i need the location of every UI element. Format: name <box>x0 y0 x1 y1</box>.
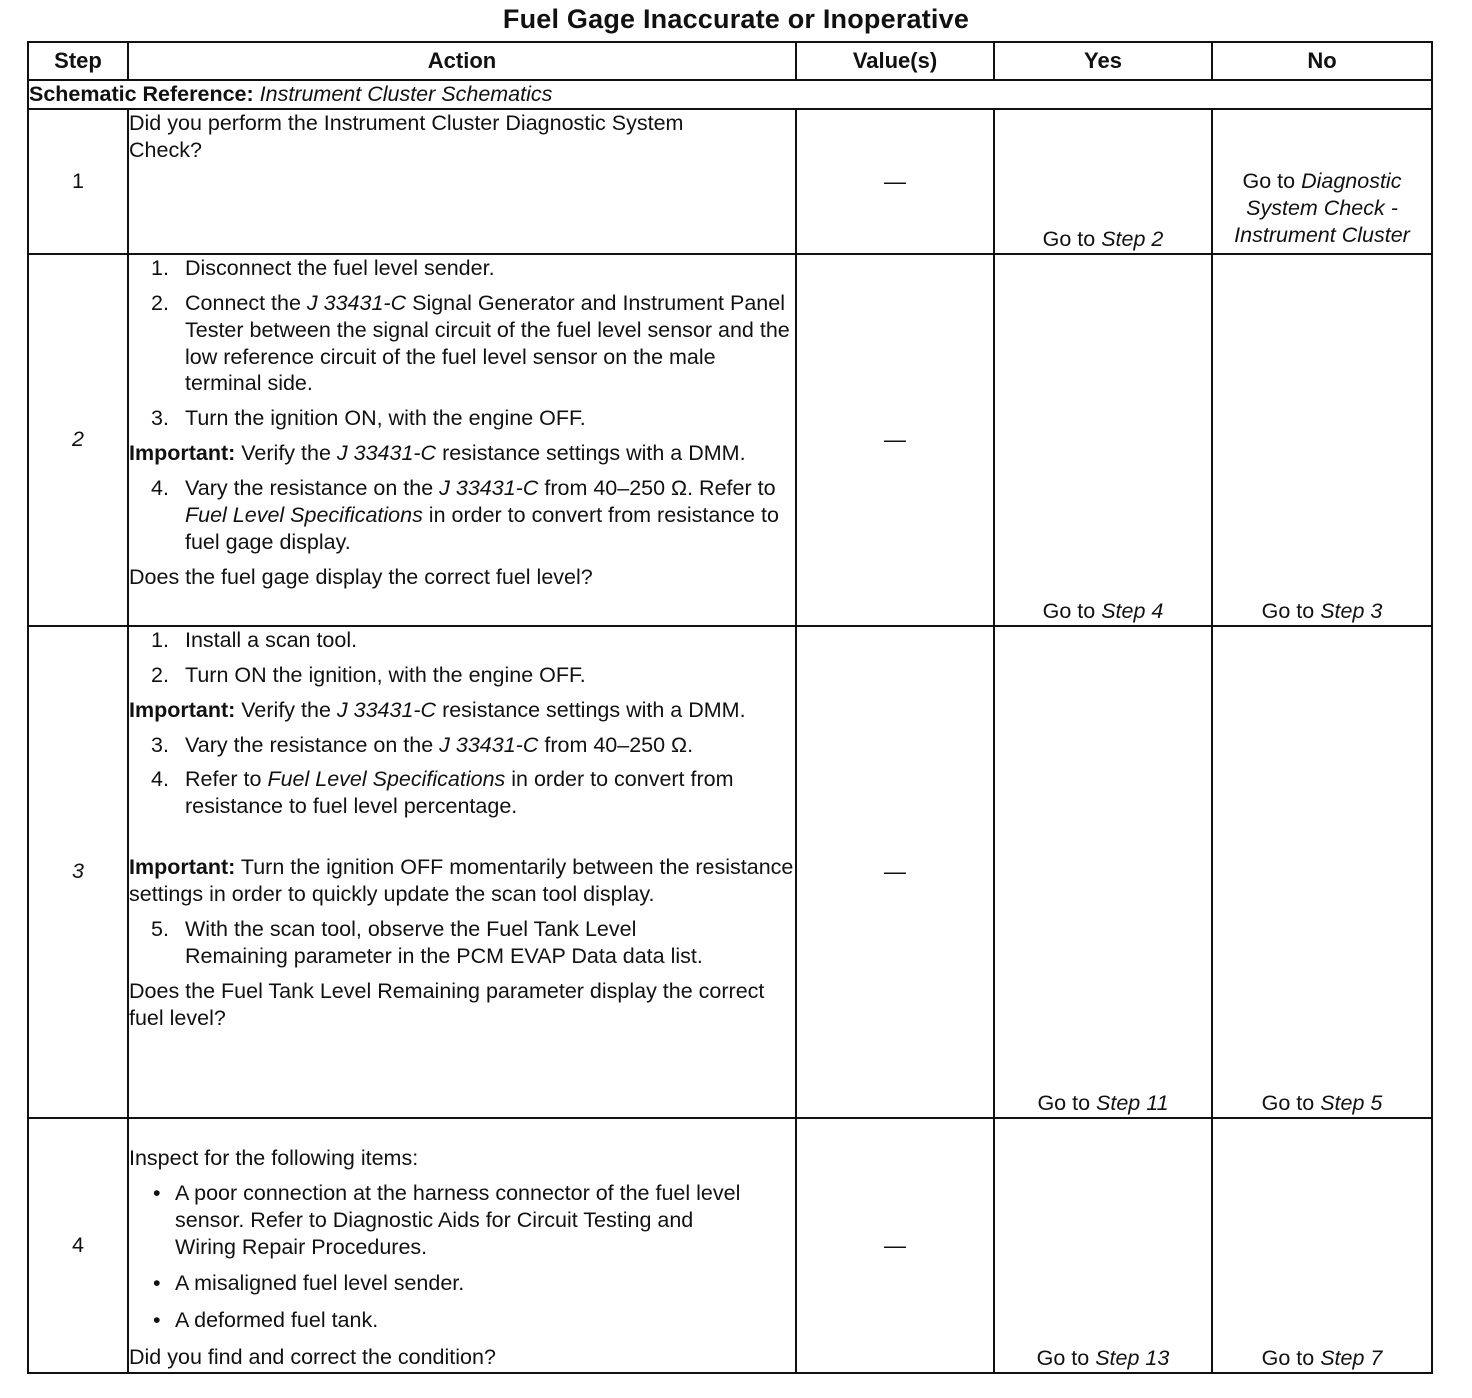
action-question: Does the Fuel Tank Level Remaining parameter display the correct fuel level? <box>129 978 765 1030</box>
item-number: 4. <box>151 476 169 500</box>
item-number: 1. <box>151 627 169 652</box>
important-label: Important: <box>129 697 236 722</box>
no-cell <box>1212 626 1432 1118</box>
header-action: Action <box>128 42 796 80</box>
schematic-row <box>28 80 1432 109</box>
header-yes: Yes <box>994 42 1212 80</box>
table-row <box>28 109 1432 254</box>
text-part: Vary the resistance on the <box>185 732 440 757</box>
text-part: Vary the resistance on the <box>185 476 440 500</box>
action-question: Did you find and correct the condition? <box>129 1345 496 1370</box>
list-item <box>153 1270 795 1297</box>
list-item <box>151 916 795 970</box>
yes-prefix: Go to <box>1042 599 1102 623</box>
value-cell: — <box>796 109 994 254</box>
table-row <box>28 1118 1432 1373</box>
item-number: 1. <box>151 255 169 280</box>
spec-ref: Fuel Level Specifications <box>267 767 506 792</box>
schematic-text: Instrument Cluster Schematics <box>259 82 553 106</box>
table-row <box>28 254 1432 626</box>
action-question: Does the fuel gage display the correct fuel level? <box>129 564 593 589</box>
item-number: 3. <box>151 732 169 757</box>
text-part: Turn the ignition OFF momentarily between the resistance settings in order to quickly update the scan tool display. <box>129 855 794 906</box>
important-note <box>129 854 795 908</box>
important-note <box>129 697 795 724</box>
text-part: Connect the <box>185 290 307 315</box>
no-prefix: Go to <box>1261 1346 1321 1370</box>
no-prefix: Go to <box>1242 169 1302 194</box>
action-cell <box>128 1118 796 1373</box>
item-text <box>185 475 795 556</box>
list-item <box>151 475 795 556</box>
list-item <box>151 732 795 759</box>
text-part: Verify the <box>235 441 337 466</box>
item-number: 3. <box>151 406 169 431</box>
text-part: resistance settings with a DMM. <box>436 697 746 722</box>
text-part: from 40–250 Ω. Refer to <box>538 476 776 500</box>
no-ref: Diagnostic System Check - Instrument Cluster <box>1234 169 1410 247</box>
yes-ref: Step 4 <box>1101 599 1164 623</box>
text-part: resistance settings with a DMM. <box>436 441 746 466</box>
yes-prefix: Go to <box>1036 1346 1096 1370</box>
yes-ref: Step 2 <box>1101 227 1164 251</box>
header-step: Step <box>28 42 128 80</box>
list-item <box>151 405 795 432</box>
step-number: 2 <box>28 254 128 626</box>
schematic-reference <box>28 80 1432 109</box>
item-text: A misaligned fuel level sender. <box>175 1271 465 1296</box>
important-label: Important: <box>129 855 236 880</box>
tool-ref: J 33431-C <box>336 697 437 722</box>
item-text: Turn ON the ignition, with the engine OFF. <box>185 662 586 687</box>
bullet-marker: • <box>153 1308 161 1333</box>
yes-cell <box>994 1118 1212 1373</box>
bullet-marker: • <box>153 1180 161 1205</box>
item-text <box>185 732 795 759</box>
value-cell: — <box>796 626 994 1118</box>
action-cell <box>128 109 796 254</box>
yes-cell <box>994 626 1212 1118</box>
no-prefix: Go to <box>1261 1091 1321 1115</box>
list-item <box>151 255 795 282</box>
text-part: from 40–250 Ω. <box>538 732 694 757</box>
bullet-marker: • <box>153 1271 161 1296</box>
no-cell <box>1212 254 1432 626</box>
yes-ref: Step 13 <box>1095 1346 1170 1370</box>
text-part: in order to convert from resistance to fuel gage display. <box>185 502 779 554</box>
item-number: 4. <box>151 767 169 792</box>
no-prefix: Go to <box>1261 599 1321 623</box>
item-text: Disconnect the fuel level sender. <box>185 255 495 280</box>
item-text: Turn the ignition ON, with the engine OFF. <box>185 406 586 431</box>
table-row <box>28 626 1432 1118</box>
no-ref: Step 7 <box>1320 1346 1383 1370</box>
step-number: 1 <box>28 109 128 254</box>
yes-prefix: Go to <box>1042 227 1102 251</box>
list-item <box>151 290 795 398</box>
no-cell <box>1212 109 1432 254</box>
step-number: 4 <box>28 1118 128 1373</box>
list-item <box>153 1180 795 1261</box>
yes-cell <box>994 109 1212 254</box>
yes-cell <box>994 254 1212 626</box>
spec-ref: Fuel Level Specifications <box>185 502 423 527</box>
tool-ref: J 33431-C <box>306 290 407 315</box>
list-item <box>151 766 795 820</box>
text-part: Verify the <box>235 697 337 722</box>
action-cell <box>128 254 796 626</box>
item-text <box>185 290 795 398</box>
schematic-label: Schematic Reference: <box>29 82 254 106</box>
no-ref: Step 5 <box>1320 1091 1383 1115</box>
header-row <box>28 42 1432 80</box>
no-ref: Step 3 <box>1320 599 1383 623</box>
item-text: A deformed fuel tank. <box>175 1308 379 1333</box>
value-cell: — <box>796 1118 994 1373</box>
item-text: A poor connection at the harness connector of the fuel level sensor. Refer to Diagnostic Aids for Circuit Testing and Wiring Repair Procedures. <box>175 1180 741 1259</box>
action-question: Did you perform the Instrument Cluster Diagnostic System Check? <box>129 110 684 162</box>
list-item <box>151 662 795 689</box>
item-number: 5. <box>151 916 169 941</box>
list-item <box>151 627 795 654</box>
tool-ref: J 33431-C <box>439 476 539 500</box>
important-label: Important: <box>129 441 236 466</box>
item-number: 2. <box>151 662 169 687</box>
text-part: Refer to <box>185 767 268 792</box>
tool-ref: J 33431-C <box>439 732 539 757</box>
diagnostic-table <box>27 41 1433 1374</box>
item-number: 2. <box>151 290 169 315</box>
list-item <box>153 1307 795 1334</box>
text-part: in order to convert from resistance to fuel level percentage. <box>185 767 734 819</box>
no-cell <box>1212 1118 1432 1373</box>
item-text <box>185 766 795 820</box>
header-no: No <box>1212 42 1432 80</box>
value-cell: — <box>796 254 994 626</box>
page-title: Fuel Gage Inaccurate or Inoperative <box>502 4 970 34</box>
step-number: 3 <box>28 626 128 1118</box>
action-cell <box>128 626 796 1118</box>
action-intro: Inspect for the following items: <box>129 1145 419 1170</box>
important-note <box>129 440 795 467</box>
item-text: With the scan tool, observe the Fuel Tank Level Remaining parameter in the PCM EVAP Data data list. <box>185 916 703 968</box>
yes-ref: Step 11 <box>1096 1091 1169 1115</box>
header-values: Value(s) <box>796 42 994 80</box>
tool-ref: J 33431-C <box>336 441 437 466</box>
yes-prefix: Go to <box>1037 1091 1097 1115</box>
item-text: Install a scan tool. <box>185 627 358 652</box>
text-part: Signal Generator and Instrument Panel Tester between the signal circuit of the fuel level sensor and the low reference circuit of the fuel level sensor on the male terminal side. <box>185 290 790 396</box>
